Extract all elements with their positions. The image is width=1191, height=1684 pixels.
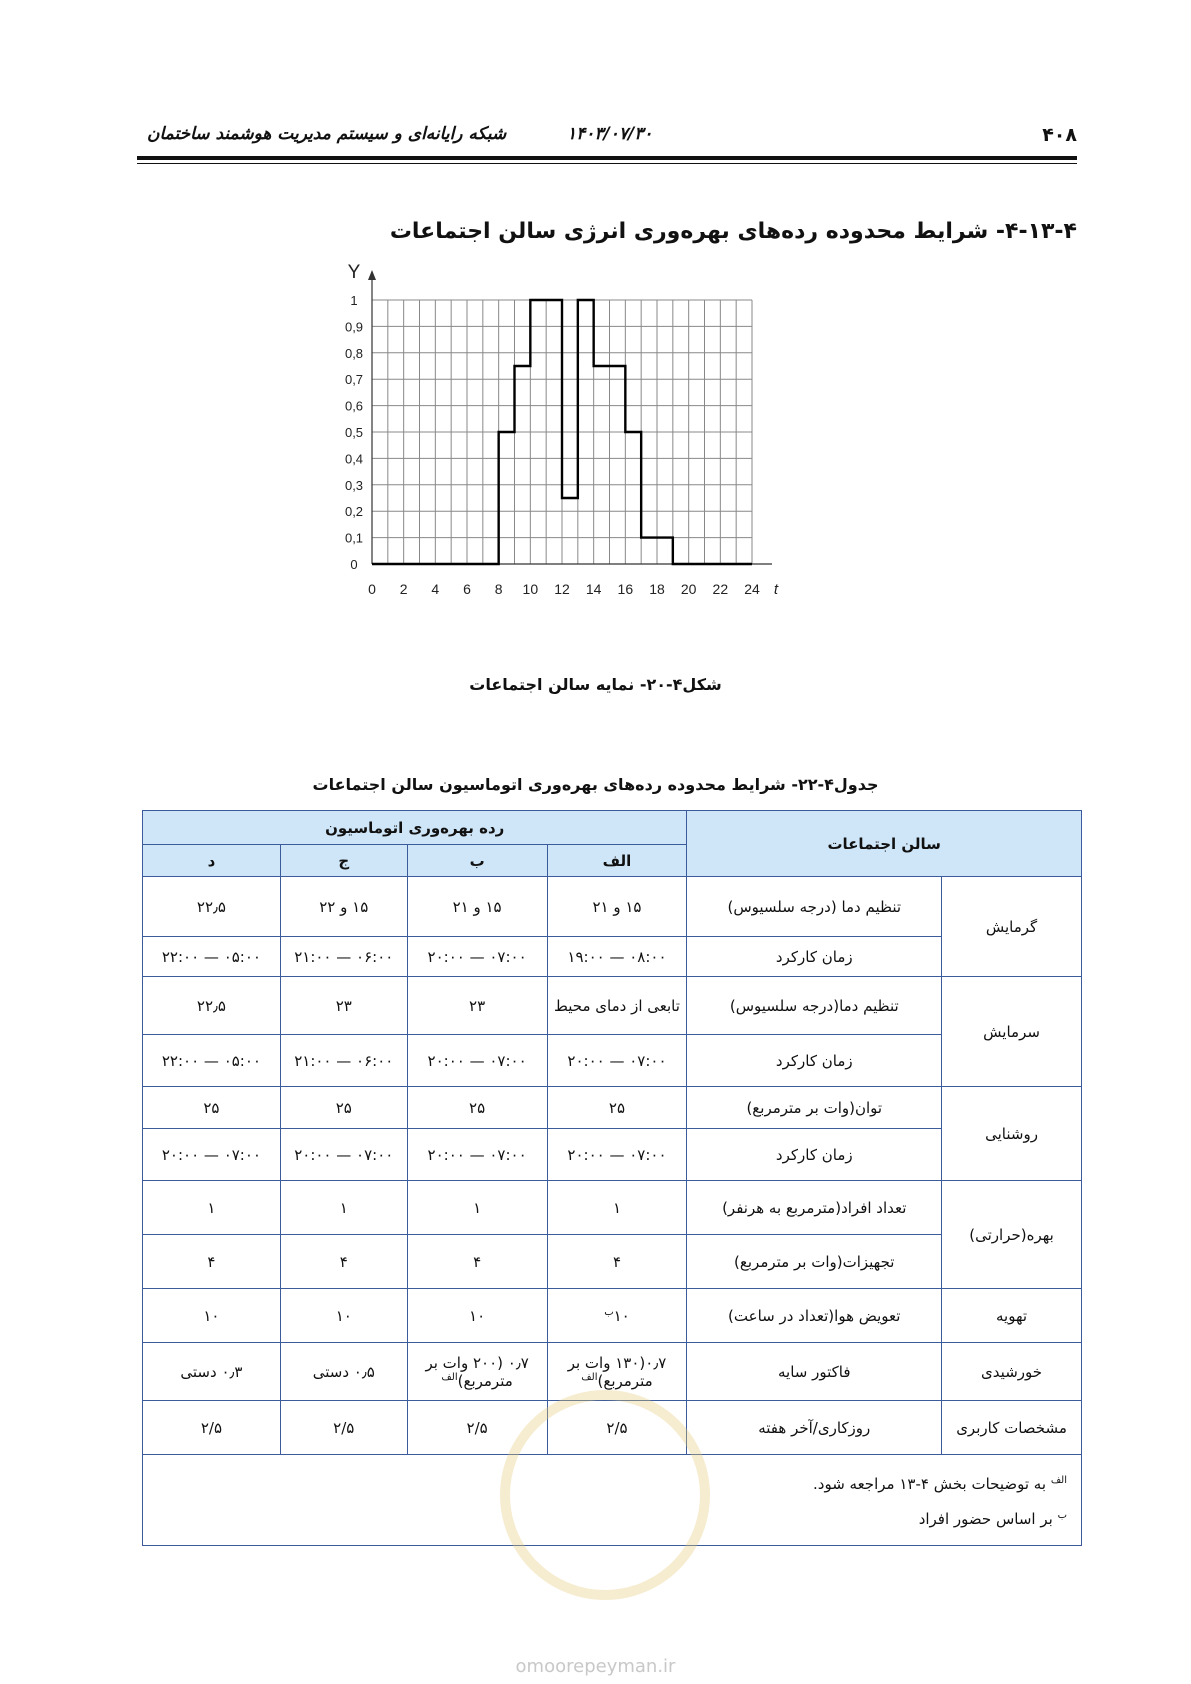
table-row xyxy=(143,937,1082,977)
x-tick-label: 0 xyxy=(368,581,376,597)
row-parameter: زمان کارکرد xyxy=(687,1129,942,1181)
y-tick-label: 0,6 xyxy=(344,398,364,414)
x-tick-label: 10 xyxy=(522,581,539,597)
row-category: بهره(حرارتی) xyxy=(942,1181,1082,1289)
class-jim: ج xyxy=(280,845,407,877)
row-value: ۰۶:۰۰ — ۲۱:۰۰ xyxy=(280,1035,407,1087)
row-category: سرمایش xyxy=(942,977,1082,1087)
x-tick-label: 20 xyxy=(680,581,697,597)
row-value: تابعی از دمای محیط xyxy=(547,977,687,1035)
page-number: ۴۰۸ xyxy=(1042,124,1077,146)
x-tick-label: 16 xyxy=(617,581,634,597)
profile-chart xyxy=(344,262,810,660)
x-tick-label: 24 xyxy=(744,581,760,597)
class-alef: الف xyxy=(547,845,687,877)
row-value: ۰۶:۰۰ — ۲۱:۰۰ xyxy=(280,937,407,977)
footnote-mark: الف xyxy=(441,1371,458,1383)
row-value: ۰٫۳ دستی xyxy=(143,1343,281,1401)
row-parameter: زمان کارکرد xyxy=(687,1035,942,1087)
row-category: خورشیدی xyxy=(942,1343,1082,1401)
row-category: گرمایش xyxy=(942,877,1082,977)
section-title: ۴-۱۳-۴- شرایط محدوده رده‌های بهره‌وری انرژی سالن اجتماعات xyxy=(389,219,1077,244)
watermark-text: omoorepeyman.ir xyxy=(515,1656,676,1677)
y-tick-label: 0 xyxy=(350,557,358,572)
y-tick-label: 0,7 xyxy=(344,372,364,388)
row-parameter: توان(وات بر مترمربع) xyxy=(687,1087,942,1129)
row-value: ۴ xyxy=(143,1235,281,1289)
note-b: بر اساس حضور افراد xyxy=(918,1510,1053,1528)
row-value: ۲/۵ xyxy=(280,1401,407,1455)
y-axis-arrow xyxy=(368,270,376,280)
row-value: ۲۵ xyxy=(407,1087,547,1129)
table-row xyxy=(143,1181,1082,1235)
row-value: ۲۳ xyxy=(280,977,407,1035)
row-value: ۲/۵ xyxy=(407,1401,547,1455)
x-tick-label: 6 xyxy=(463,581,471,597)
row-value: ۱۵ و ۲۱ xyxy=(407,877,547,937)
x-tick-label: 22 xyxy=(712,581,729,597)
row-value: ۲۵ xyxy=(143,1087,281,1129)
row-value: ۱ xyxy=(547,1181,687,1235)
watermark-seal xyxy=(500,1390,710,1600)
row-value: $۱۰^ب$ xyxy=(547,1289,687,1343)
table-row xyxy=(143,1087,1082,1129)
note-b-mark: ب xyxy=(1057,1510,1067,1521)
row-value: ۴ xyxy=(407,1235,547,1289)
row-value: ۲۲٫۵ xyxy=(143,977,281,1035)
row-value: ۱ xyxy=(407,1181,547,1235)
y-tick-label: 0,4 xyxy=(344,451,364,467)
header-date: ۱۴۰۳/۰۷/۳۰ xyxy=(567,124,653,144)
row-value: ۰۷:۰۰ — ۲۰:۰۰ xyxy=(407,937,547,977)
x-tick-label: 2 xyxy=(399,581,408,597)
row-value: ۰٫۷ (۲۰۰ وات بر مترمربع)$^{الف}$ xyxy=(407,1343,547,1401)
header-automation-class: رده بهره‌وری اتوماسیون xyxy=(143,811,687,845)
header-rule-thin xyxy=(137,163,1077,164)
table-row xyxy=(143,1289,1082,1343)
row-parameter: تنظیم دما(درجه سلسیوس) xyxy=(687,977,942,1035)
header-hall: سالن اجتماعات xyxy=(687,811,1082,877)
row-value: ۲۲٫۵ xyxy=(143,877,281,937)
y-tick-label: 0,3 xyxy=(344,477,364,493)
x-tick-label: 8 xyxy=(494,581,503,597)
row-value: ۱۰ xyxy=(280,1289,407,1343)
class-be: ب xyxy=(407,845,547,877)
row-value: ۱ xyxy=(143,1181,281,1235)
footnote-mark: ب xyxy=(604,1306,614,1318)
x-axis-label: t xyxy=(773,581,779,598)
row-value: ۰۸:۰۰ — ۱۹:۰۰ xyxy=(547,937,687,977)
row-value: ۴ xyxy=(547,1235,687,1289)
row-value: ۰٫۷(۱۳۰ وات بر مترمربع)$^{الف}$ xyxy=(547,1343,687,1401)
header-rule-thick xyxy=(137,156,1077,160)
row-value: ۰۵:۰۰ — ۲۲:۰۰ xyxy=(143,937,281,977)
row-value: ۰٫۵ دستی xyxy=(280,1343,407,1401)
table-row xyxy=(143,1235,1082,1289)
row-category: روشنایی xyxy=(942,1087,1082,1181)
row-value: ۲۳ xyxy=(407,977,547,1035)
y-tick-label: 0,8 xyxy=(344,345,364,361)
row-value: ۰۷:۰۰ — ۲۰:۰۰ xyxy=(547,1035,687,1087)
x-tick-label: 4 xyxy=(431,581,440,597)
row-category: مشخصات کاربری xyxy=(942,1401,1082,1455)
row-value: ۲۵ xyxy=(280,1087,407,1129)
row-parameter: روزکاری/آخر هفته xyxy=(687,1401,942,1455)
row-value: ۱۰ xyxy=(143,1289,281,1343)
class-dal: د xyxy=(143,845,281,877)
y-tick-label: 1 xyxy=(350,293,358,308)
row-value: ۰۷:۰۰ — ۲۰:۰۰ xyxy=(280,1129,407,1181)
row-value: ۲/۵ xyxy=(547,1401,687,1455)
row-value: ۲/۵ xyxy=(143,1401,281,1455)
row-value: ۰۷:۰۰ — ۲۰:۰۰ xyxy=(407,1129,547,1181)
row-parameter: زمان کارکرد xyxy=(687,937,942,977)
row-value: ۰۷:۰۰ — ۲۰:۰۰ xyxy=(547,1129,687,1181)
y-tick-label: 0,2 xyxy=(344,504,364,520)
row-parameter: فاکتور سایه xyxy=(687,1343,942,1401)
footnote-mark: الف xyxy=(581,1371,598,1383)
row-parameter: تعداد افراد(مترمربع به هرنفر) xyxy=(687,1181,942,1235)
x-tick-label: 12 xyxy=(554,581,570,597)
note-a-mark: الف xyxy=(1050,1475,1067,1486)
table-row xyxy=(143,1129,1082,1181)
y-axis-label: Y xyxy=(347,262,361,283)
table-caption: جدول۴-۲۲- شرایط محدوده رده‌های بهره‌وری اتوماسیون سالن اجتماعات xyxy=(312,775,879,794)
x-tick-label: 14 xyxy=(585,581,602,597)
y-tick-label: 0,9 xyxy=(344,319,364,335)
row-category: تهویه xyxy=(942,1289,1082,1343)
row-value: ۱۵ و ۲۱ xyxy=(547,877,687,937)
row-value: ۰۷:۰۰ — ۲۰:۰۰ xyxy=(143,1129,281,1181)
page-header xyxy=(137,118,1077,148)
y-tick-label: 0,5 xyxy=(344,425,364,440)
row-value: ۰۷:۰۰ — ۲۰:۰۰ xyxy=(407,1035,547,1087)
row-value: ۱ xyxy=(280,1181,407,1235)
row-value: ۴ xyxy=(280,1235,407,1289)
row-value: ۱۰ xyxy=(407,1289,547,1343)
row-value: ۱۵ و ۲۲ xyxy=(280,877,407,937)
row-parameter: تنظیم دما (درجه سلسیوس) xyxy=(687,877,942,937)
table-row xyxy=(143,977,1082,1035)
table-row xyxy=(143,877,1082,937)
figure-caption: شکل۴-۲۰- نمایه سالن اجتماعات xyxy=(469,675,722,694)
row-parameter: تجهیزات(وات بر مترمربع) xyxy=(687,1235,942,1289)
table-row xyxy=(143,1035,1082,1087)
y-tick-label: 0,1 xyxy=(344,530,364,546)
row-value: ۲۵ xyxy=(547,1087,687,1129)
note-a: به توضیحات بخش ۴-۱۳ مراجعه شود. xyxy=(813,1475,1047,1493)
book-title: شبکه رایانه‌ای و سیستم مدیریت هوشمند ساختمان xyxy=(147,124,507,144)
row-value: ۰۵:۰۰ — ۲۲:۰۰ xyxy=(143,1035,281,1087)
row-parameter: تعویض هوا(تعداد در ساعت) xyxy=(687,1289,942,1343)
x-tick-label: 18 xyxy=(649,581,665,597)
